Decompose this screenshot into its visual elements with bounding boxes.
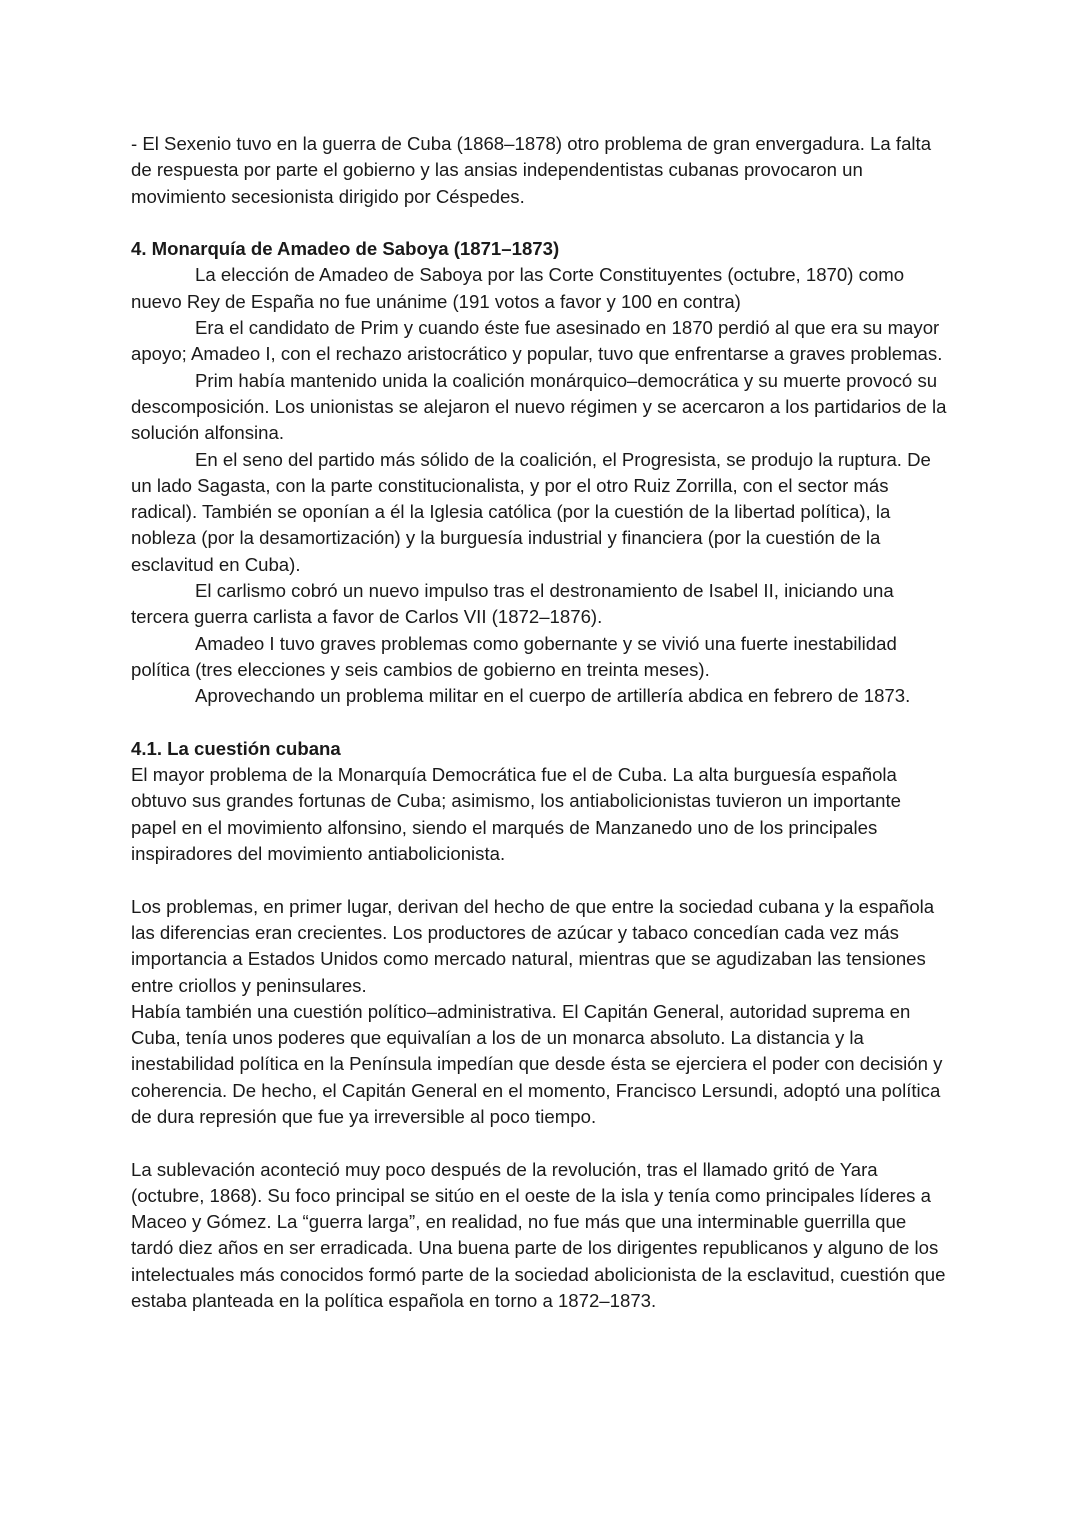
section-4-paragraph-4: En el seno del partido más sólido de la coalición, el Progresista, se produjo la ruptura. De un lado Sagasta, con la parte constitucionalista, y por el otro Ruiz Zorrilla, con el sector más radical). También se oponían a él la Iglesia católica (por la cuestión de la libertad política), la nobleza (por la desamortización) y la burguesía industrial y financiera (por la cuestión de la esclavitud en Cuba). [131, 448, 931, 575]
section-4-1-paragraph-4: La sublevación aconteció muy poco después de la revolución, tras el llamado gritó de Yara (octubre, 1868). Su foco principal se sitúo en el oeste de la isla y tenía como principales líderes a Maceo y Gómez. La “guerra larga”, en realidad, no fue más que una interminable guerrilla que tardó diez años en ser erradicada. Una buena parte de los dirigentes republicanos y alguno de los intelectuales más conocidos formó parte de la sociedad abolicionista de la esclavitud, cuestión que estaba planteada en la política española en torno a 1872–1873. [131, 1158, 946, 1312]
section-4-heading: 4. Monarquía de Amadeo de Saboya (1871–1873) [131, 238, 560, 260]
section-4-paragraph-5: El carlismo cobró un nuevo impulso tras el destronamiento de Isabel II, iniciando una tercera guerra carlista a favor de Carlos VII (1872–1876). [131, 580, 894, 628]
section-4-paragraph-1: La elección de Amadeo de Saboya por las Corte Constituyentes (octubre, 1870) como nuevo Rey de España no fue unánime (191 votos a favor y 100 en contra) [131, 264, 905, 312]
section-4-1-paragraph-3: Había también una cuestión político–administrativa. El Capitán General, autoridad suprema en Cuba, tenía unos poderes que equivalían a los de un monarca absoluto. La distancia y la inestabilidad política en la Península impedían que desde ésta se ejerciera el poder con decisión y coherencia. De hecho, el Capitán General en el momento, Francisco Lersundi, adoptó una política de dura represión que fue ya irreversible al poco tiempo. [131, 1000, 943, 1127]
section-4-paragraph-7: Aprovechando un problema militar en el cuerpo de artillería abdica en febrero de 1873. [195, 685, 911, 707]
spacer [131, 867, 951, 893]
spacer [131, 1130, 951, 1156]
section-4-paragraph-3: Prim había mantenido unida la coalición monárquico–democrática y su muerte provocó su descomposición. Los unionistas se alejaron el nuevo régimen y se acercaron a los partidarios de la solución alfonsina. [131, 369, 947, 444]
section-4-1-heading: 4.1. La cuestión cubana [131, 737, 341, 759]
spacer [131, 210, 951, 236]
intro-paragraph: - El Sexenio tuvo en la guerra de Cuba (1868–1878) otro problema de gran envergadura. La falta de respuesta por parte el gobierno y las ansias independentistas cubanas provocaron un movimiento secesionista dirigido por Céspedes. [131, 133, 932, 207]
section-4-1-paragraph-1: El mayor problema de la Monarquía Democrática fue el de Cuba. La alta burguesía española obtuvo sus grandes fortunas de Cuba; asimismo, los antiabolicionistas tuvieron un importante papel en el movimiento alfonsino, siendo el marqués de Manzanedo uno de los principales inspiradores del movimiento antiabolicionista. [131, 764, 901, 865]
spacer [131, 710, 951, 736]
document-page [131, 131, 951, 1314]
section-4-paragraph-2: Era el candidato de Prim y cuando éste fue asesinado en 1870 perdió al que era su mayor apoyo; Amadeo I, con el rechazo aristocrático y popular, tuvo que enfrentarse a graves problemas. [131, 317, 943, 365]
section-4-1-paragraph-2: Los problemas, en primer lugar, derivan del hecho de que entre la sociedad cubana y la española las diferencias eran crecientes. Los productores de azúcar y tabaco concedían cada vez más importancia a Estados Unidos como mercado natural, mientras que se agudizaban las tensiones entre criollos y peninsulares. [131, 895, 935, 996]
section-4-paragraph-6: Amadeo I tuvo graves problemas como gobernante y se vivió una fuerte inestabilidad política (tres elecciones y seis cambios de gobierno en treinta meses). [131, 632, 897, 680]
